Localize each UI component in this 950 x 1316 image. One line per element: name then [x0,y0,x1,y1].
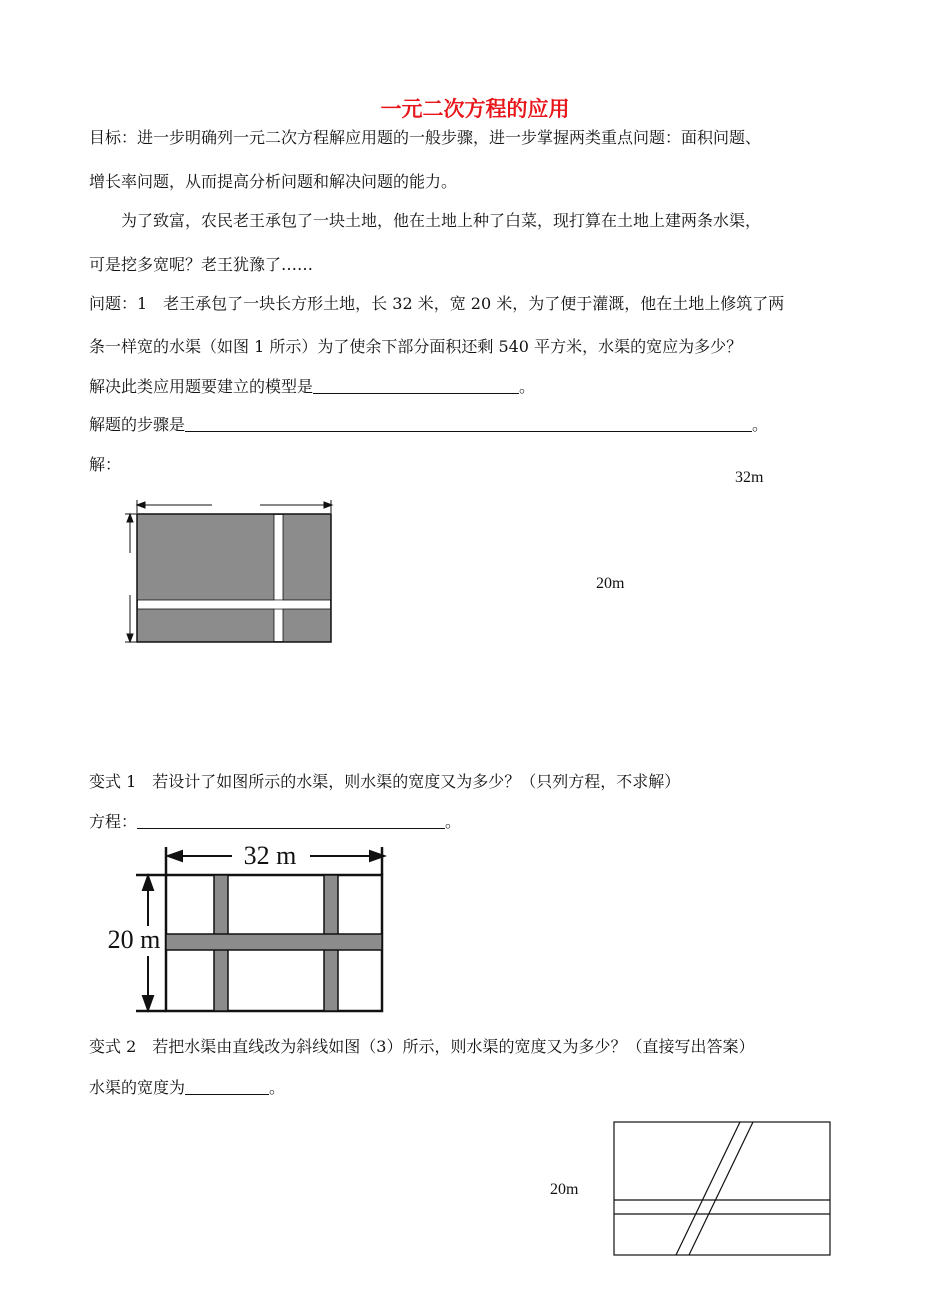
equation-period: 。 [445,812,462,831]
page-title: 一元二次方程的应用 [380,97,570,121]
variant2-line: 变式 2 若把水渠由直线改为斜线如图（3）所示，则水渠的宽度又为多少？（直接写出答案） [89,1037,755,1056]
width-period: 。 [269,1078,286,1097]
figure-2 [100,842,400,1017]
figure-3 [610,1118,835,1258]
fig2-width-label: 20 m [107,925,161,954]
problem-line-2: 条一样宽的水渠（如图 1 所示）为了使余下部分面积还剩 540 平方米，水渠的宽应为多少？ [89,337,743,356]
fig1-length-label: 32m [735,469,764,486]
fig3-width-label: 20m [550,1181,579,1198]
model-prompt: 解决此类应用题要建立的模型是 [89,377,314,396]
fig3-field [614,1122,830,1255]
width-prompt: 水渠的宽度为 [89,1078,186,1097]
intro-line-2: 可是挖多宽呢？老王犹豫了…… [89,255,314,274]
figure-1 [120,495,340,650]
model-question [89,377,535,397]
steps-period: 。 [752,415,769,434]
fig1-horizontal-canal [138,600,331,609]
goal-line-2: 增长率问题，从而提高分析问题和解决问题的能力。 [89,172,458,191]
model-answer-blank[interactable] [313,377,519,394]
steps-prompt: 解题的步骤是 [89,415,186,434]
width-question [89,1078,285,1098]
intro-line-1: 为了致富，农民老王承包了一块土地，他在土地上种了白菜，现打算在土地上建两条水渠， [121,211,762,230]
fig1-vertical-canal [274,515,283,642]
width-answer-blank[interactable] [185,1078,269,1095]
problem-line-1: 问题：1 老王承包了一块长方形土地，长 32 米，宽 20 米，为了便于灌溉，他在土地上修筑了两 [89,294,785,313]
fig2-canal-3 [166,934,382,950]
solution-label: 解： [89,455,122,474]
goal-line-1: 目标：进一步明确列一元二次方程解应用题的一般步骤，进一步掌握两类重点问题：面积问题、 [89,128,762,147]
steps-question [89,415,768,435]
fig1-width-label: 20m [596,575,625,592]
equation-answer-blank[interactable] [137,812,445,829]
variant1-line: 变式 1 若设计了如图所示的水渠，则水渠的宽度又为多少？（只列方程，不求解） [89,772,681,791]
steps-answer-blank[interactable] [185,415,752,432]
fig1-field [137,514,331,642]
model-period: 。 [519,377,536,396]
fig2-length-label: 32 m [243,841,297,870]
equation-question [89,812,461,832]
equation-prompt: 方程： [89,812,138,831]
